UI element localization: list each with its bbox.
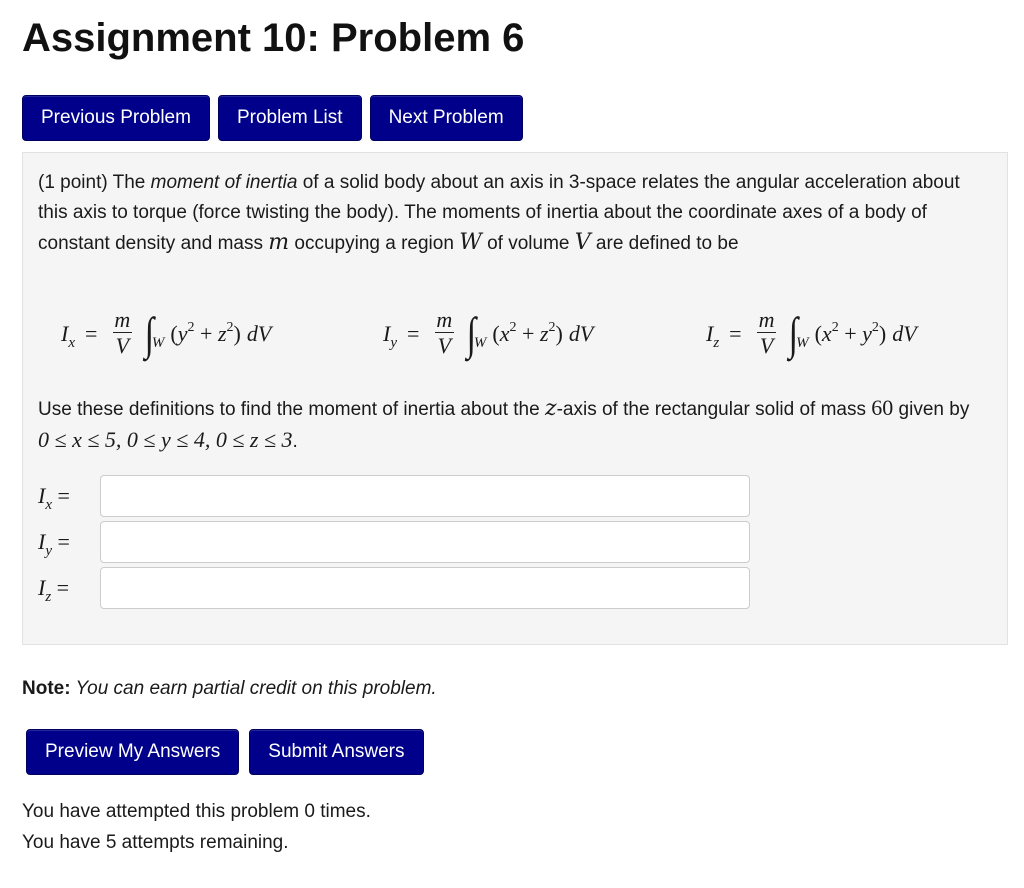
fraction-numerator: m [114,307,131,332]
answer-label-ix: $I_x$ = [38,483,70,513]
attempts-info [22,796,371,858]
integrand-var-a: x [499,320,510,346]
attempts-remaining: You have 5 attempts remaining. [22,832,289,853]
formula-iy [383,308,593,359]
formula-lhs-sub: z [713,335,720,351]
integrand-var-b: z [217,320,227,346]
region-bounds: 0 ≤ x ≤ 5, 0 ≤ y ≤ 4, 0 ≤ z ≤ 3 [38,427,293,452]
integral-sign: ∫ [466,307,477,359]
problem-navigation [22,95,523,141]
answer-row-iy [38,521,750,563]
answer-label-letter: I [38,483,46,508]
formula-iz [706,308,917,359]
partial-credit-note [22,678,437,700]
intro-text-3: of volume [481,233,575,254]
question-text-1: Use these definitions to find the moment of inertia about the [38,399,545,420]
integral-sign: ∫ [789,307,799,359]
formula-lhs: I [383,320,391,346]
next-problem-button[interactable]: Next Problem [370,95,523,141]
question-period: . [292,431,298,452]
equals-sign: = [85,320,98,346]
attempts-made: You have attempted this problem 0 times. [22,801,371,822]
formula-lhs-sub: x [68,335,75,351]
problem-list-button[interactable]: Problem List [218,95,362,141]
mass-value: 60 [871,395,894,420]
intro-text-4: are defined to be [590,233,739,254]
equals-sign: = [729,320,742,346]
answer-input-ix[interactable] [100,475,750,517]
formula-ix [61,308,271,359]
mass-over-volume [111,308,133,359]
note-text: You can earn partial credit on this problem. [70,678,437,699]
var-V: V [574,230,591,255]
integrand: $(x^2 + z^2)$ [492,319,563,346]
integrand-var-b: y [862,320,872,346]
answer-label-letter: I [38,529,46,554]
answer-input-iy[interactable] [100,521,750,563]
integrand-var-b: z [539,320,549,346]
intro-points: (1 point) The [38,172,151,193]
submit-bar [26,729,424,775]
answer-label-letter: I [38,575,46,600]
intro-text-2: occupying a region [289,233,460,254]
note-label: Note: [22,678,71,699]
differential: dV [246,320,272,346]
problem-panel [22,152,1008,645]
formula-lhs-sub: y [390,335,397,351]
integral-region: W [151,335,165,351]
problem-intro [38,168,988,259]
formula-lhs: I [706,320,714,346]
submit-answers-button[interactable]: Submit Answers [249,729,423,775]
mass-over-volume [756,308,778,359]
answer-label-iz: $I_z$ = [38,575,70,605]
answer-row-ix [38,475,750,517]
previous-problem-button[interactable]: Previous Problem [22,95,210,141]
fraction-numerator: m [436,307,453,332]
fraction-denominator: V [113,332,132,359]
formula-lhs: I [61,320,69,346]
page-title: Assignment 10: Problem 6 [22,16,525,60]
integral-region: W [473,335,487,351]
question-text-2: -axis of the rectangular solid of mass [556,399,872,420]
var-W: W [459,230,482,255]
differential: dV [568,320,594,346]
integrand: $(x^2 + y^2)$ [814,319,887,346]
fraction-denominator: V [435,332,454,359]
answer-label-sub: x [45,497,52,513]
integral-sign: ∫ [144,307,155,359]
differential: dV [892,320,917,346]
equals-sign: = [407,320,420,346]
answer-row-iz [38,567,750,609]
answer-label-iy: $I_y$ = [38,529,70,559]
mass-over-volume [433,308,455,359]
preview-answers-button[interactable]: Preview My Answers [26,729,239,775]
var-m: m [268,230,290,255]
problem-question [38,393,988,457]
answer-label-sub: y [45,543,52,559]
fraction-denominator: V [757,332,776,359]
answer-input-iz[interactable] [100,567,750,609]
fraction-numerator: m [758,307,775,332]
integrand-var-a: x [821,320,832,346]
intro-term: moment of inertia [150,172,298,193]
intro-text-1: of a solid body about an axis in 3-space relates the angular acceleration about this axis to torque (force twisting the body). The moments of inertia about the coordinate axes of a body of constant density and mass [38,172,960,254]
question-text-3: given by [893,399,970,420]
integrand: $(y^2 + z^2)$ [170,319,241,346]
integral-region: W [796,335,809,351]
axis-var: z [544,396,557,421]
integrand-var-a: y [177,320,188,346]
answer-label-sub: z [45,589,52,605]
